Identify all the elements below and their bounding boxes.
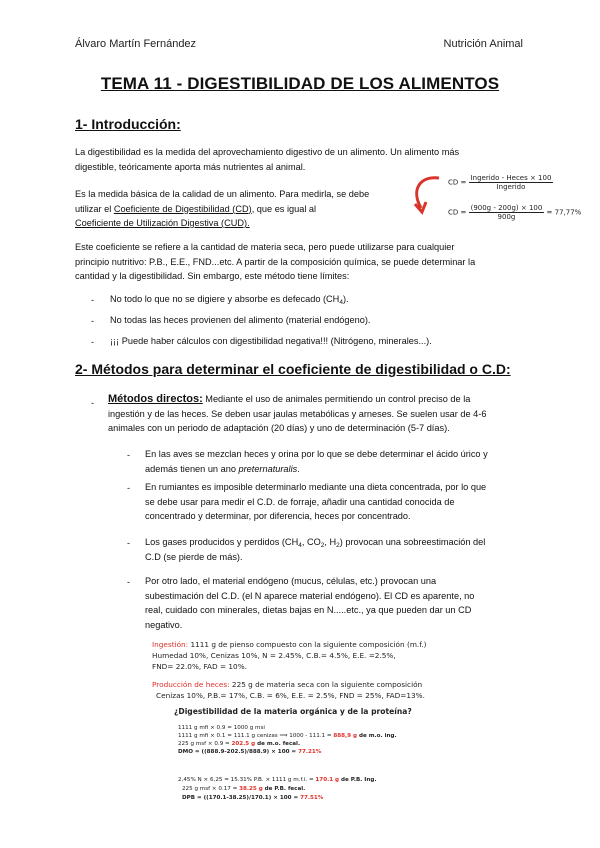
bullet-dash: - <box>127 577 131 587</box>
header-subject: Nutrición Animal <box>443 38 523 50</box>
bullet-dash: - <box>91 337 95 347</box>
curved-arrow-icon <box>405 172 445 216</box>
bullet-dash: - <box>91 398 95 408</box>
exercise-figure: Ingestión: 1111 g de pienso compuesto con la siguiente composición (m.f.) Humedad 10%, Cenizas 10%, N = 2.45%, C.B.= 4.5%, E.E. =2.5%, FND= 22.0%, FAD = 10%. Producción de heces: 225 g de materia seca con la siguiente composición Cenizas 10%, P.B.= 17%, C.B. = 6%, E.E. = 2.5%, FND = 25%, FAD=13%. ¿Digestibilidad de la materia orgánica y de la proteína? 1111 g mfi × 0.9 = 1000 g msi 1111 g mfi × 0.1 = 111.1 g cenizas ⟹ 1000 - 111.1 = 888,9 g de m.o. ing. 225 g msf × 0.9 = 202.5 g de m.o. fecal. DMO = ((888.9-202.5)/888.9) × 100 = 77.21% 2,45% N × 6,25 = 15.31% P.B. × 1111 g m.f.i. = 170.1 g de P.B. Ing. 225 g msf × 0.17 = 38.25 g de P.B. fecal. DPB = ((170.1-38.25)/170.1) × 100 = 77.51% <box>152 640 427 801</box>
header-author: Álvaro Martín Fernández <box>75 38 197 50</box>
cd-definition: CD = Ingerido - Heces × 100 Ingerido <box>448 174 552 191</box>
limit-item: No todo lo que no se digiere y absorbe es defecado $(CH_4)$. <box>110 294 349 306</box>
intro-paragraph-3: Este coeficiente se refiere a la cantidad de materia seca, pero puede utilizarse para cualquier principio nutritivo: P.B., E.E., FND...etc. A partir de la composición química, se puede determinar la cantidad y la digestibilidad. Sin embargo, este método tiene límites: <box>75 242 476 281</box>
cd-example: CD = $\frac{(900g - 200g) \times 100}{900g}$ = 77,77% <box>448 204 582 221</box>
exercise-question: ¿Digestibilidad de la materia orgánica y de la proteína? <box>174 707 412 716</box>
limit-item: No todas las heces provienen del alimento (material endógeno). <box>110 315 371 325</box>
bullet-dash: - <box>127 483 131 493</box>
page-title: TEMA 11 - DIGESTIBILIDAD DE LOS ALIMENTOS <box>100 74 500 93</box>
cud-term: Coeficiente de Utilización Digestiva (CUD). <box>75 218 250 228</box>
ruminants-paragraph: En rumiantes es imposible determinarlo mediante una dieta concentrada, por lo que se debe usar para medir el C.D. de forraje, añadir una cantidad conocida de concentrado y determinar, por diferencia, heces por concentrado. <box>145 482 487 521</box>
direct-methods-paragraph: Métodos directos: Mediante el uso de animales permitiendo un control preciso de la ingestión y de las heces. Se deben usar jaulas metabólicas y arneses. Se suelen usar de 4-6 animales con un periodo de adaptación (20 días) y uno de determinación (5-7 días). <box>108 393 487 433</box>
intro-heading: 1- Introducción: <box>75 116 181 132</box>
methods-heading: 2- Métodos para determinar el coeficiente de digestibilidad o C.D: <box>75 361 511 377</box>
bullet-dash: - <box>127 450 131 460</box>
birds-paragraph: En las aves se mezclan heces y orina por lo que se debe determinar el ácido úrico y además tienen un ano preternaturalis. <box>145 449 488 474</box>
cd-term: Coeficiente de Digestibilidad (CD) <box>113 203 252 214</box>
bullet-dash: - <box>91 316 95 326</box>
bullet-dash: - <box>127 538 131 548</box>
intro-paragraph-1: La digestibilidad es la medida del aprovechamiento digestivo de un alimento. Un alimento más digestible, teóricamente aporta más nutrientes al animal. <box>75 147 460 172</box>
gases-paragraph: Los gases producidos y perdidos ($CH_4$, $CO_2$, $H_2$) provocan una sobreestimación del C.D (se pierde de más). <box>145 537 486 562</box>
bullet-dash: - <box>91 295 95 305</box>
endogenous-paragraph: Por otro lado, el material endógeno (mucus, células, etc.) provocan una subestimación del C.D. (el N aparece material endógeno). El CD es aparente, no real, cuidado con minerales, dietas bajas en N.....etc., ya que pueden dar un CD negativo. <box>145 576 475 630</box>
intro-paragraph-2: Es la medida básica de la calidad de un alimento. Para medirla, se debe utilizar el Coeficiente de Digestibilidad (CD), que es igual al Coeficiente de Utilización Digestiva (CUD). <box>75 187 405 231</box>
direct-methods-label: Métodos directos: <box>108 393 203 405</box>
limit-item: ¡¡¡ Puede haber cálculos con digestibilidad negativa!!! (Nitrógeno, minerales...). <box>110 336 432 346</box>
